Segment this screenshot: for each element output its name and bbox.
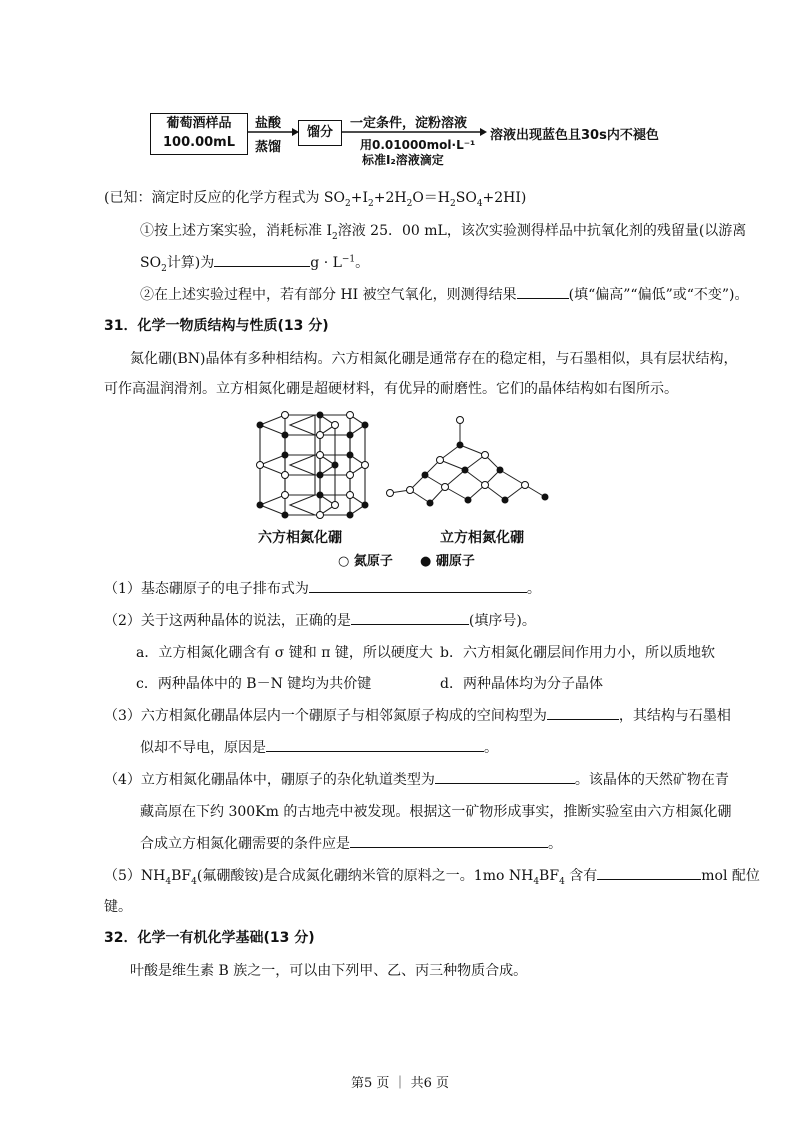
crystal-figure — [240, 405, 580, 525]
q30-part1-line1: ①按上述方案实验，消耗标准 $I_2$溶液 25．00 mL，该次实验测得样品中抗氧化剂的残留量(以游离 — [140, 223, 747, 242]
fig-legend-boron: ● 硼原子 — [420, 554, 475, 569]
flow-step2-mid: 用0.01000mol·L⁻¹ — [360, 138, 476, 152]
fig-label-cubic: 立方相氮化硼 — [440, 530, 524, 546]
q31-title: 31．化学一物质结构与性质(13 分) — [104, 318, 329, 334]
fig-legend-nitrogen: ○ 氮原子 — [338, 554, 393, 569]
q30-part1-line2: $SO_2$计算)为 $g \cdot L^{-1}$。 — [140, 252, 369, 274]
hexagonal-bn-structure — [260, 415, 365, 515]
flow-arrow-2-head — [480, 128, 487, 136]
q31-sub5-line1: $(5)NH_4BF_4$(氟硼酸铵)是合成氮化硼纳米管的原料之一。1mo $NH_4BF_4$ 含有 mol 配位 — [104, 865, 760, 887]
flow-result: 溶液出现蓝色且30s内不褪色 — [490, 128, 659, 143]
answer-blank[interactable] — [309, 578, 527, 593]
answer-blank[interactable] — [435, 769, 575, 784]
flow-sample-line1: 葡萄酒样品 — [166, 116, 232, 131]
answer-blank[interactable] — [214, 252, 310, 267]
flow-step2-top: 一定条件，淀粉溶液 — [350, 116, 468, 131]
q31-option-c: c．两种晶体中的 B－N 键均为共价键 — [136, 676, 372, 692]
answer-blank[interactable] — [266, 737, 484, 752]
answer-blank[interactable] — [350, 833, 548, 848]
flow-distillate-label: 馏分 — [306, 125, 333, 140]
q30-part2: ②在上述实验过程中，若有部分 HI 被空气氧化，则测得结果 (填“偏高”“偏低”或“不变”)。 — [140, 284, 749, 304]
q31-option-d: d．两种晶体均为分子晶体 — [440, 676, 603, 692]
q31-sub3-line1: （3）六方相氮化硼晶体层内一个硼原子与相邻氮原子构成的空间构型为 ，其结构与石墨相 — [104, 705, 731, 725]
q31-intro-line2: 可作高温润滑剂。立方相氮化硼是超硬材料，有优异的耐磨性。它们的晶体结构如右图所示。 — [104, 381, 678, 397]
q31-sub1: （1）基态硼原子的电子排布式为 。 — [104, 578, 541, 598]
q31-option-b: b．六方相氮化硼层间作用力小，所以质地软 — [440, 645, 715, 661]
flow-arrow-1-head — [292, 128, 299, 136]
q32-title: 32．化学一有机化学基础(13 分) — [104, 930, 315, 946]
q31-intro-line1: 氮化硼(BN)晶体有多种相结构。六方相氮化硼是通常存在的稳定相，与石墨相似，具有层状结构， — [130, 351, 738, 367]
answer-blank[interactable] — [351, 610, 469, 625]
cubic-atoms — [387, 417, 549, 507]
q32-intro: 叶酸是维生素 B 族之一，可以由下列甲、乙、丙三种物质合成。 — [130, 963, 528, 979]
flow-step2-bottom: 标准I₂溶液滴定 — [362, 153, 444, 167]
hex-atoms — [257, 412, 369, 519]
flow-sample-line2: 100.00mL — [163, 135, 235, 150]
q31-sub5-line2: 键。 — [104, 899, 132, 915]
q31-sub4-line2: 藏高原在下约 300Km 的古地壳中被发现。根据这一矿物形成事实，推断实验室由六方相氮化硼 — [140, 804, 732, 820]
flow-step1-bottom: 蒸馏 — [255, 140, 282, 155]
q31-sub4-line1: （4）立方相氮化硼晶体中，硼原子的杂化轨道类型为 。该晶体的天然矿物在青 — [104, 769, 729, 789]
page-footer: 第5 页 ｜ 共6 页 — [350, 1076, 450, 1091]
known-equation: (已知：滴定时反应的化学方程式为 $SO_2+I_2+2H_2O=H_2SO_4+2HI$) — [104, 190, 527, 209]
answer-blank[interactable] — [597, 865, 701, 880]
q31-sub2: （2）关于这两种晶体的说法，正确的是 (填序号)。 — [104, 610, 536, 630]
flow-arrows — [0, 0, 800, 170]
flow-step1-top: 盐酸 — [255, 116, 282, 131]
q31-option-a: a．立方相氮化硼含有 σ 键和 π 键，所以硬度大 — [136, 645, 433, 661]
answer-blank[interactable] — [547, 705, 619, 720]
answer-blank[interactable] — [517, 284, 569, 299]
fig-label-hexagonal: 六方相氮化硼 — [258, 530, 342, 546]
q31-sub4-line3: 合成立方相氮化硼需要的条件应是 。 — [140, 833, 562, 853]
q31-sub3-line2: 似却不导电，原因是 。 — [140, 737, 498, 757]
